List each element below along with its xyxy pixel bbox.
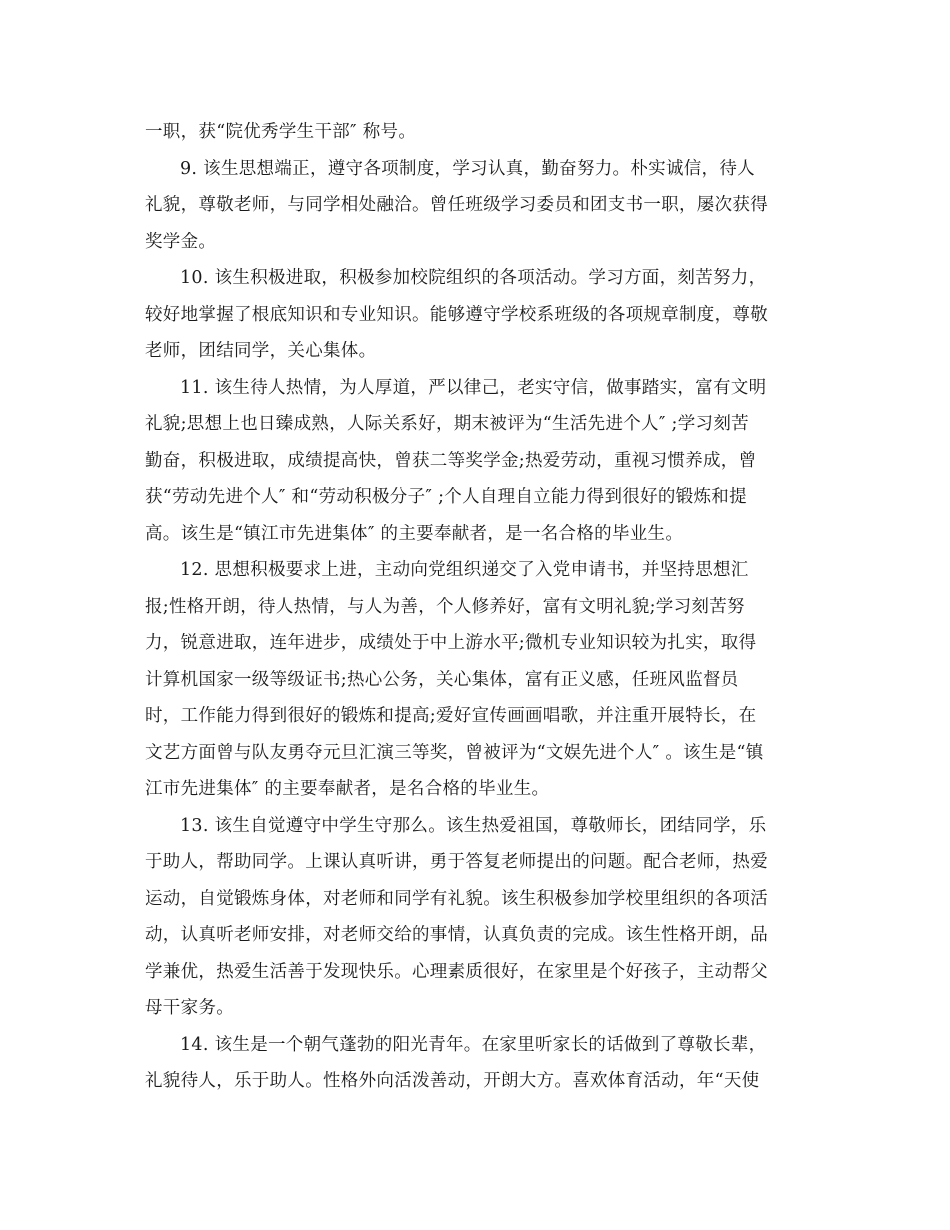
paragraph-9-first-line: 9. 该生思想端正，遵守各项制度，学习认真，勤奋努力。朴实诚信，待人: [180, 158, 755, 179]
text-line: 计算机国家一级等级证书;热心公务，关心集体，富有正义感，任班风监督员: [145, 669, 739, 690]
text-line: 获“劳动先进个人″ 和“劳动积极分子″ ;个人自理自立能力得到很好的锻炼和提: [145, 487, 747, 507]
text-line: 勤奋，积极进取，成绩提高快，曾获二等奖学金;热爱劳动，重视习惯养成，曾: [145, 450, 757, 471]
text-line: 奖学金。: [145, 231, 217, 252]
text-line: 礼貌，尊敬老师，与同学相处融洽。曾任班级学习委员和团支书一职，屡次获得: [145, 195, 768, 215]
paragraph-13-first-line: 13. 该生自觉遵守中学生守那么。该生热爱祖国，尊敬师长，团结同学，乐: [180, 815, 767, 836]
text-line: 一职，获“院优秀学生干部″ 称号。: [145, 122, 417, 142]
text-line: 运动，自觉锻炼身体，对老师和同学有礼貌。该生积极参加学校里组织的各项活: [145, 888, 768, 909]
text-line: 礼貌待人，乐于助人。性格外向活泼善动，开朗大方。喜欢体育活动，年“天使: [145, 1071, 760, 1091]
text-line: 时，工作能力得到很好的锻炼和提高;爱好宣传画画唱歌，并注重开展特长，在: [145, 706, 757, 726]
text-line: 高。该生是“镇江市先进集体″ 的主要奉献者，是一名合格的毕业生。: [145, 523, 684, 544]
paragraph-10-first-line: 10. 该生积极进取，积极参加校院组织的各项活动。学习方面，刻苦努力，: [180, 268, 767, 288]
text-line: 报;性格开朗，待人热情，与人为善，个人修养好，富有文明礼貌;学习刻苦努: [145, 596, 745, 617]
text-line: 礼貌;思想上也日臻成熟，人际关系好，期末被评为“生活先进个人″ ;学习刻苦: [145, 414, 749, 434]
paragraph-11-first-line: 11. 该生待人热情，为人厚道，严以律己，老实守信，做事踏实，富有文明: [180, 377, 767, 398]
text-line: 文艺方面曾与队友勇夺元旦汇演三等奖，曾被评为“文娱先进个人″ 。该生是“镇: [145, 742, 764, 763]
text-line: 老师，团结同学，关心集体。: [145, 341, 377, 361]
text-line: 较好地掌握了根底知识和专业知识。能够遵守学校系班级的各项规章制度，尊敬: [145, 304, 768, 325]
text-line: 于助人，帮助同学。上课认真听讲，勇于答复老师提出的问题。配合老师，热爱: [145, 852, 768, 872]
text-line: 力，锐意进取，连年进步，成绩处于中上游水平;微机专业知识较为扎实，取得: [145, 633, 757, 653]
paragraph-12-first-line: 12. 思想积极要求上进，主动向党组织递交了入党申请书，并坚持思想汇: [180, 560, 749, 580]
document-body: [145, 114, 805, 1100]
text-line: 动，认真听老师安排，对老师交给的事情，认真负责的完成。该生性格开朗，品: [145, 925, 768, 945]
paragraph-14-first-line: 14. 该生是一个朝气蓬勃的阳光青年。在家里听家长的话做到了尊敬长辈，: [180, 1034, 767, 1055]
text-line: 母干家务。: [145, 998, 234, 1018]
text-line: 江市先进集体″ 的主要奉献者，是名合格的毕业生。: [145, 779, 550, 799]
text-line: 学兼优，热爱生活善于发现快乐。心理素质很好，在家里是个好孩子，主动帮父: [145, 961, 768, 982]
